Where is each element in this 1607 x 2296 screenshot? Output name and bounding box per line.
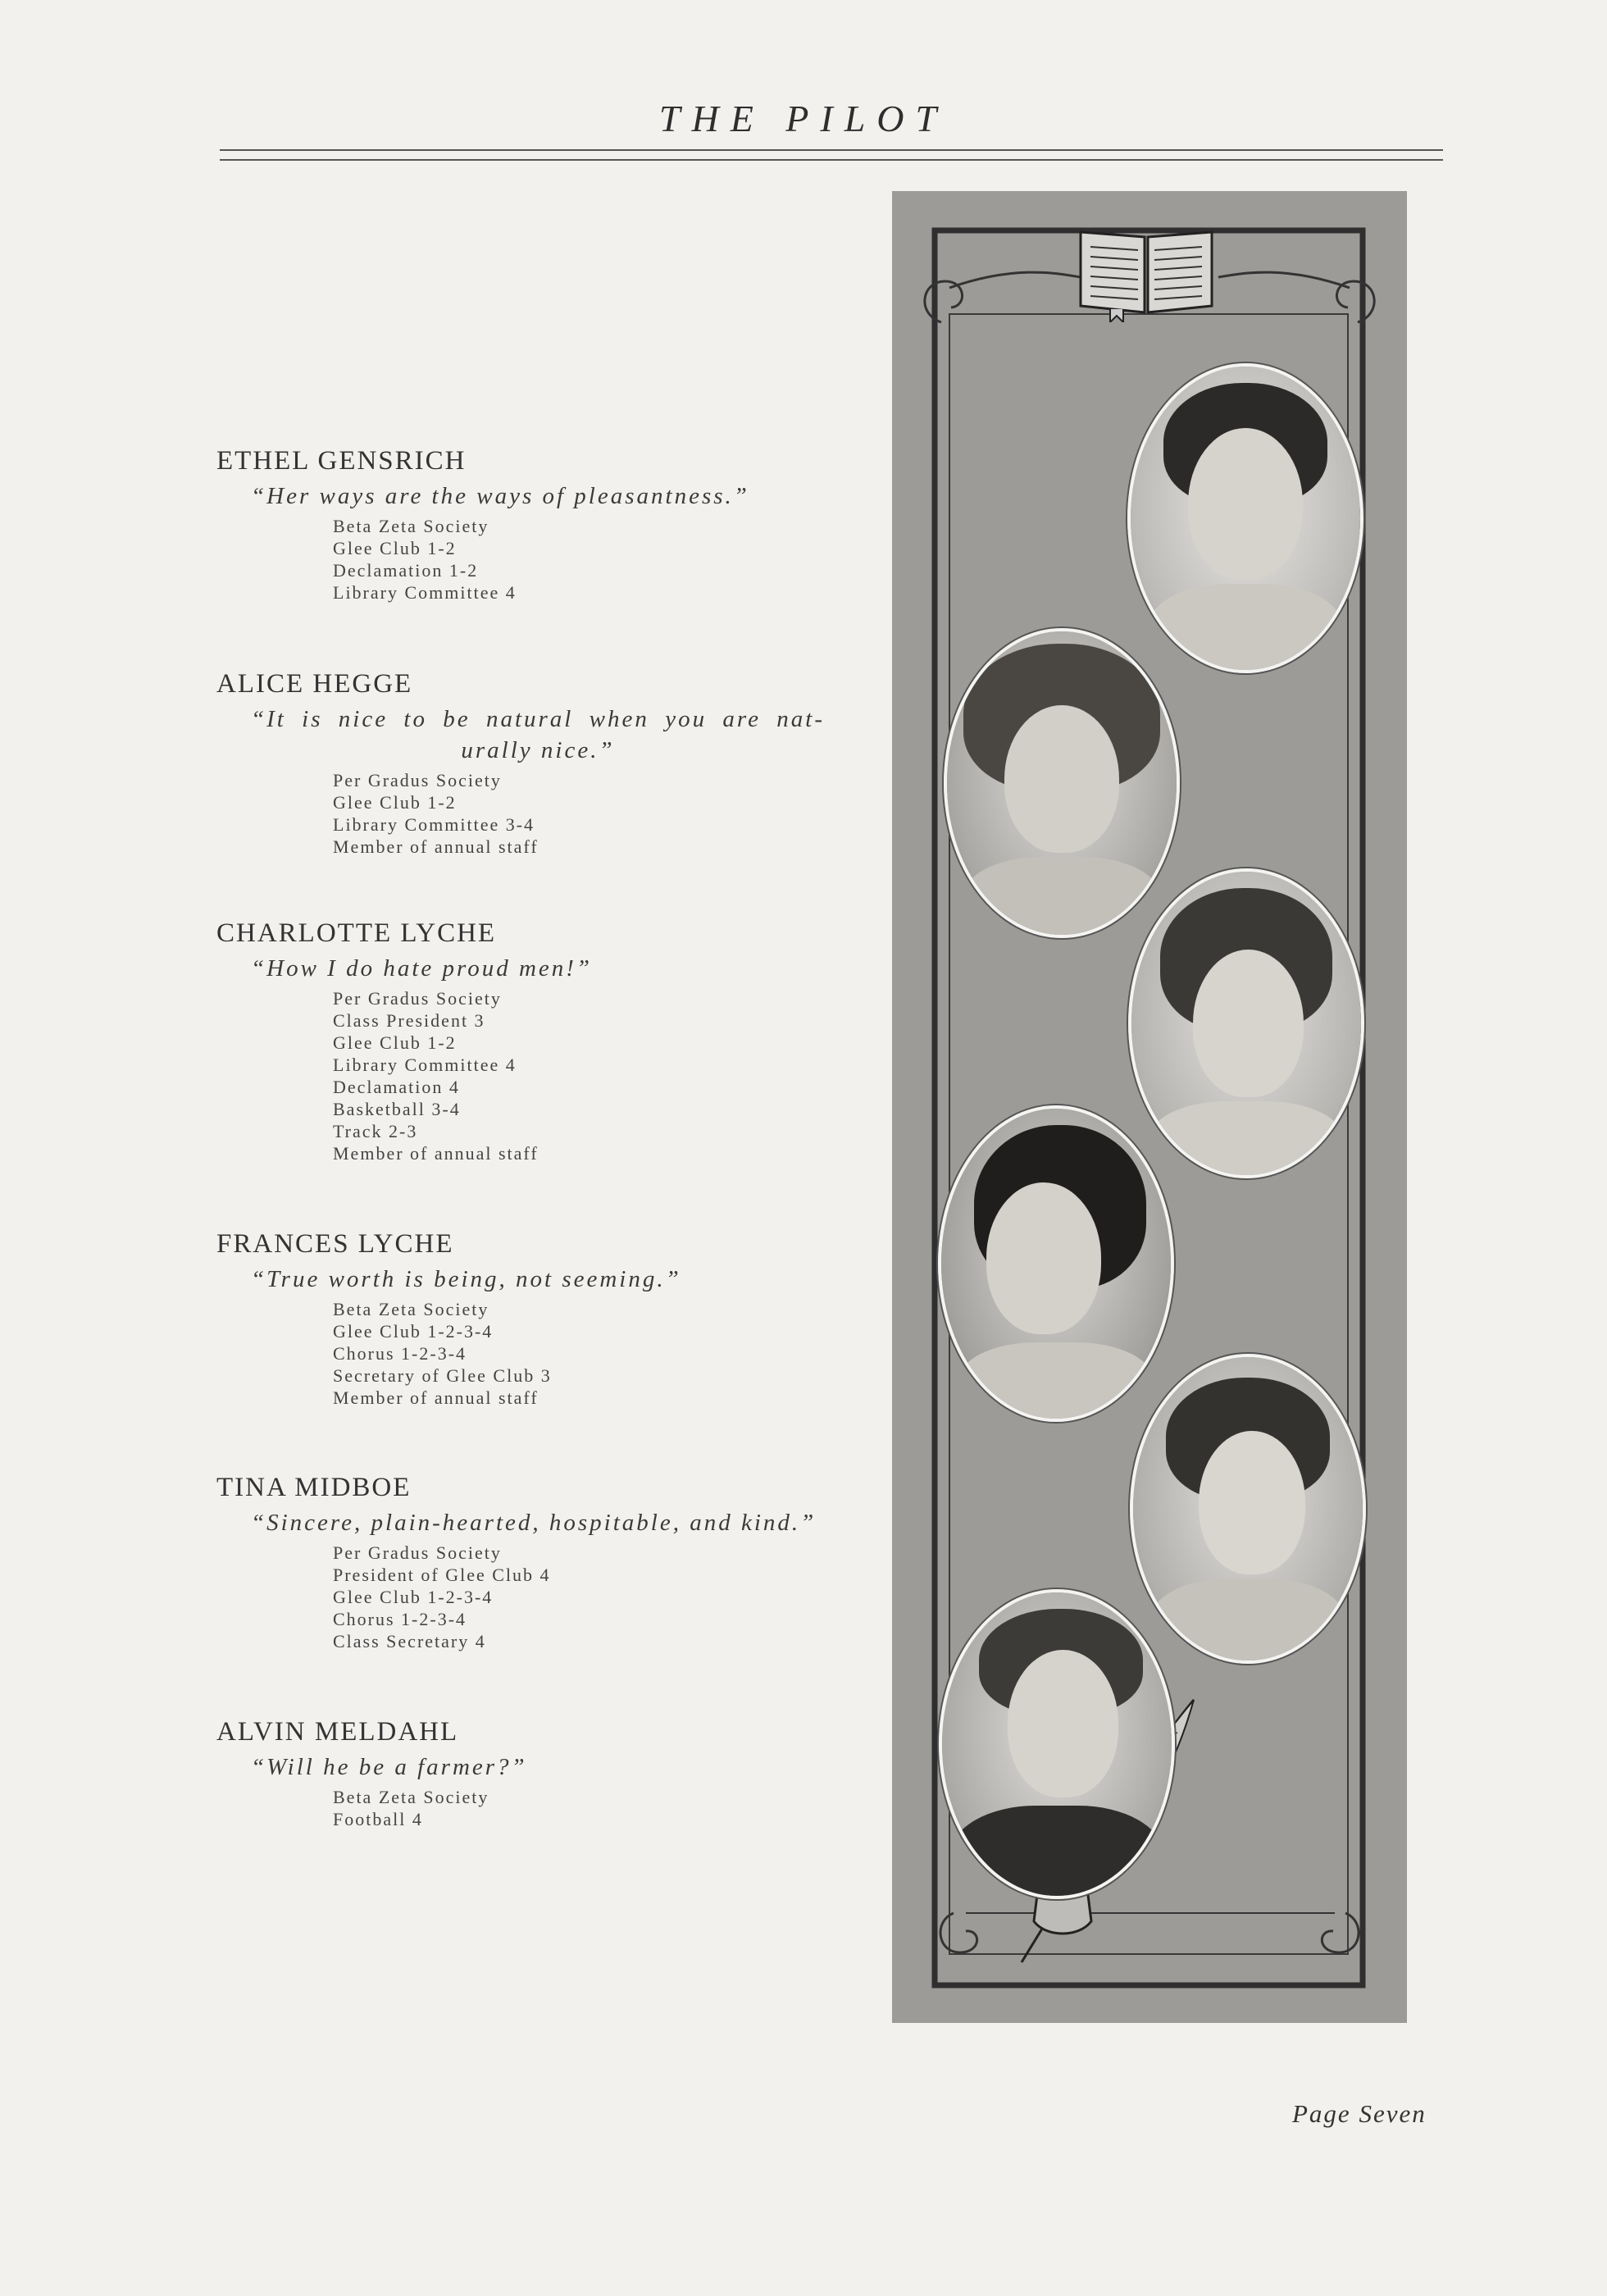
activity-item: Secretary of Glee Club 3 — [333, 1365, 552, 1386]
activity-item: Beta Zeta Society — [333, 1787, 489, 1807]
activity-item: Basketball 3-4 — [333, 1099, 461, 1119]
page-header-title: THE PILOT — [658, 98, 949, 139]
student-entry — [216, 444, 872, 604]
activity-item: Member of annual staff — [333, 1387, 539, 1408]
activity-item: Beta Zeta Society — [333, 516, 489, 536]
page-number: Page Seven — [1292, 2099, 1427, 2128]
activity-item: Member of annual staff — [333, 1143, 539, 1164]
activity-item: Chorus 1-2-3-4 — [333, 1609, 467, 1629]
student-entry — [216, 1471, 872, 1652]
student-entry — [216, 667, 872, 858]
activity-item: Glee Club 1-2 — [333, 538, 457, 558]
activity-item: Member of annual staff — [333, 836, 539, 857]
student-quote: “Sincere, plain-hearted, hospitable, and kind.” — [251, 1510, 817, 1536]
student-quote: “Her ways are the ways of pleasantness.” — [251, 483, 749, 509]
activity-item: Library Committee 3-4 — [333, 814, 535, 835]
student-entry — [216, 1228, 872, 1409]
activity-item: Per Gradus Society — [333, 1542, 502, 1563]
activity-item: Glee Club 1-2-3-4 — [333, 1587, 494, 1607]
activity-item: Class President 3 — [333, 1010, 485, 1031]
activity-item: Per Gradus Society — [333, 770, 502, 790]
activity-item: Glee Club 1-2 — [333, 792, 457, 813]
student-quote: “How I do hate proud men!” — [251, 955, 593, 982]
activity-list — [333, 987, 872, 1164]
activity-item: President of Glee Club 4 — [333, 1565, 551, 1585]
activity-item: Per Gradus Society — [333, 988, 502, 1009]
activity-item: Glee Club 1-2-3-4 — [333, 1321, 494, 1342]
student-quote: “True worth is being, not seeming.” — [251, 1266, 681, 1292]
activity-item: Glee Club 1-2 — [333, 1032, 457, 1053]
student-name: TINA MIDBOE — [216, 1473, 412, 1502]
student-name: ALVIN MELDAHL — [216, 1717, 459, 1747]
activity-item: Chorus 1-2-3-4 — [333, 1343, 467, 1364]
student-name: CHARLOTTE LYCHE — [216, 918, 497, 948]
activity-item: Beta Zeta Society — [333, 1299, 489, 1319]
student-quote: “It is nice to be natural when you are nat-urally nice.” — [251, 706, 825, 763]
activity-item: Class Secretary 4 — [333, 1631, 486, 1651]
activity-list — [333, 1298, 872, 1409]
open-book-icon — [1072, 207, 1220, 322]
activity-item: Declamation 1-2 — [333, 560, 479, 581]
activity-list — [333, 1786, 872, 1830]
activity-item: Library Committee 4 — [333, 582, 517, 603]
activity-list — [333, 515, 872, 604]
student-name: ALICE HEGGE — [216, 669, 413, 699]
activity-list — [333, 769, 872, 858]
activity-item: Library Committee 4 — [333, 1055, 517, 1075]
activity-item: Declamation 4 — [333, 1077, 460, 1097]
activity-list — [333, 1542, 872, 1652]
portrait-panel — [892, 191, 1407, 2023]
portrait-photo — [1127, 363, 1363, 673]
activity-item: Football 4 — [333, 1809, 423, 1829]
student-entry — [216, 917, 872, 1164]
header-double-rule — [220, 149, 1443, 161]
student-name: FRANCES LYCHE — [216, 1229, 454, 1259]
student-entry — [216, 1715, 872, 1830]
student-name: ETHEL GENSRICH — [216, 446, 467, 476]
portrait-photo — [939, 1589, 1175, 1899]
student-quote: “Will he be a farmer?” — [251, 1754, 527, 1780]
activity-item: Track 2-3 — [333, 1121, 418, 1141]
